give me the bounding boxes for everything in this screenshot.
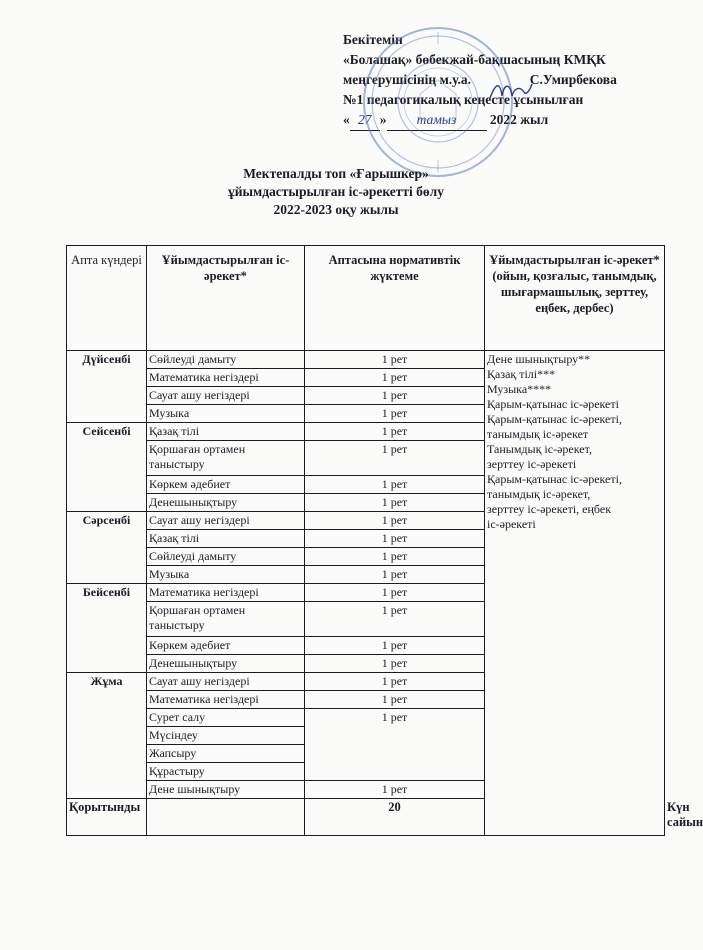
header-activity-types: Ұйымдастырылған іс-әрекет* (ойын, қозғалыс, танымдық, шығармашылық, зерттеу, еңбек, дербес): [485, 246, 665, 351]
date-day: 27: [350, 110, 380, 131]
activity-cell: Мүсіндеу: [147, 727, 305, 745]
activity-cell: Музыка: [147, 566, 305, 584]
activity-cell: Сауат ашу негіздері: [147, 673, 305, 691]
day-monday: Дүйсенбі: [67, 351, 147, 423]
date-quote-close: »: [379, 112, 387, 127]
load-cell: 1 рет: [305, 530, 485, 548]
activity-types-notes: [485, 351, 665, 836]
load-cell: 1 рет: [305, 673, 485, 691]
activity-cell: Сауат ашу негіздері: [147, 512, 305, 530]
date-quote-open: «: [343, 112, 350, 127]
approval-date: [343, 110, 617, 131]
load-cell: 1 рет: [305, 655, 485, 673]
table-row: [67, 351, 665, 369]
activity-cell: Математика негіздері: [147, 584, 305, 602]
header-weekdays: Апта күндері: [67, 246, 147, 351]
approval-position: меңгерушісінің м.у.а.: [343, 72, 472, 87]
heading-subject: ұйымдастырылған іс-әрекетті бөлу: [227, 184, 445, 199]
date-month: тамыз: [387, 110, 487, 131]
load-cell: 1 рет: [305, 351, 485, 369]
approval-council: №1 педагогикалық кеңесте ұсынылған: [343, 92, 584, 107]
note-line: Дене шынықтыру**: [487, 352, 591, 366]
activity-cell: Дене шынықтыру: [147, 781, 305, 799]
activity-cell: Көркем әдебиет: [147, 637, 305, 655]
total-label: Қорытынды: [67, 799, 147, 836]
day-tuesday: Сейсенбі: [67, 423, 147, 512]
load-cell: 1 рет: [305, 441, 485, 476]
note-line: зерттеу іс-әрекеті: [487, 457, 577, 471]
activity-cell: Қоршаған ортамен таныстыру: [147, 441, 305, 476]
note-line: іс-әрекеті: [487, 517, 536, 531]
document-heading: [0, 165, 672, 219]
load-cell: 1 рет: [305, 512, 485, 530]
note-line: танымдық іс-әрекет: [487, 427, 589, 441]
load-cell: 1 рет: [305, 584, 485, 602]
note-line: Музыка****: [487, 382, 552, 396]
note-line: Қазақ тілі***: [487, 367, 556, 381]
note-line: Танымдық іс-әрекет,: [487, 442, 592, 456]
day-wednesday: Сәрсенбі: [67, 512, 147, 584]
load-cell: 1 рет: [305, 637, 485, 655]
load-cell: 1 рет: [305, 781, 485, 799]
load-cell: 1 рет: [305, 494, 485, 512]
load-cell: 1 рет: [305, 423, 485, 441]
table-header-row: [67, 246, 665, 351]
approval-block: [343, 30, 617, 131]
note-line: Қарым-қатынас іс-әрекеті,: [487, 412, 622, 426]
header-weekly-load: Аптасына нормативтік жүктеме: [305, 246, 485, 351]
note-line: танымдық іс-әрекет,: [487, 487, 591, 501]
note-line: Қарым-қатынас іс-әрекеті,: [487, 472, 622, 486]
activity-schedule-table: [66, 245, 703, 836]
activity-cell: Көркем әдебиет: [147, 476, 305, 494]
note-line: зерттеу іс-әрекеті, еңбек: [487, 502, 612, 516]
activity-cell: Сурет салу: [147, 709, 305, 727]
heading-group: Мектепалды топ «Ғарышкер»: [243, 166, 429, 181]
activity-cell: Музыка: [147, 405, 305, 423]
load-cell: 1 рет: [305, 476, 485, 494]
activity-cell: Сауат ашу негіздері: [147, 387, 305, 405]
heading-year: 2022-2023 оқу жылы: [273, 202, 399, 217]
load-cell: 1 рет: [305, 548, 485, 566]
activity-cell: Қазақ тілі: [147, 530, 305, 548]
approval-title: Бекітемін: [343, 32, 403, 47]
load-cell: 1 рет: [305, 405, 485, 423]
load-cell: 1 рет: [305, 566, 485, 584]
activity-cell: Сөйлеуді дамыту: [147, 548, 305, 566]
approval-name: С.Умирбекова: [529, 72, 617, 87]
activity-cell: Қазақ тілі: [147, 423, 305, 441]
table-total-row: Қорытынды 20 Күн сайын: [67, 799, 665, 836]
day-friday: Жұма: [67, 673, 147, 799]
activity-cell: Құрастыру: [147, 763, 305, 781]
header-activity: Ұйымдастырылған іс-әрекет*: [147, 246, 305, 351]
load-cell: 1 рет: [305, 602, 485, 637]
activity-cell: Математика негіздері: [147, 691, 305, 709]
activity-cell: Денешынықтыру: [147, 494, 305, 512]
activity-cell: Математика негіздері: [147, 369, 305, 387]
date-year: 2022 жыл: [489, 112, 549, 127]
load-cell: 1 рет: [305, 387, 485, 405]
day-thursday: Бейсенбі: [67, 584, 147, 673]
load-cell: 1 рет: [305, 369, 485, 387]
approval-head-line: [343, 70, 617, 90]
note-line: Қарым-қатынас іс-әрекеті: [487, 397, 619, 411]
activity-cell: Жапсыру: [147, 745, 305, 763]
activity-cell: Қоршаған ортамен таныстыру: [147, 602, 305, 637]
load-cell: 1 рет: [305, 691, 485, 709]
activity-cell: Денешынықтыру: [147, 655, 305, 673]
load-cell: 1 рет: [305, 709, 485, 781]
approval-org: «Болашақ» бөбекжай-бақшасының КМҚК: [343, 52, 606, 67]
total-value: 20: [305, 799, 485, 836]
activity-cell: Сөйлеуді дамыту: [147, 351, 305, 369]
total-empty-cell: [147, 799, 305, 836]
